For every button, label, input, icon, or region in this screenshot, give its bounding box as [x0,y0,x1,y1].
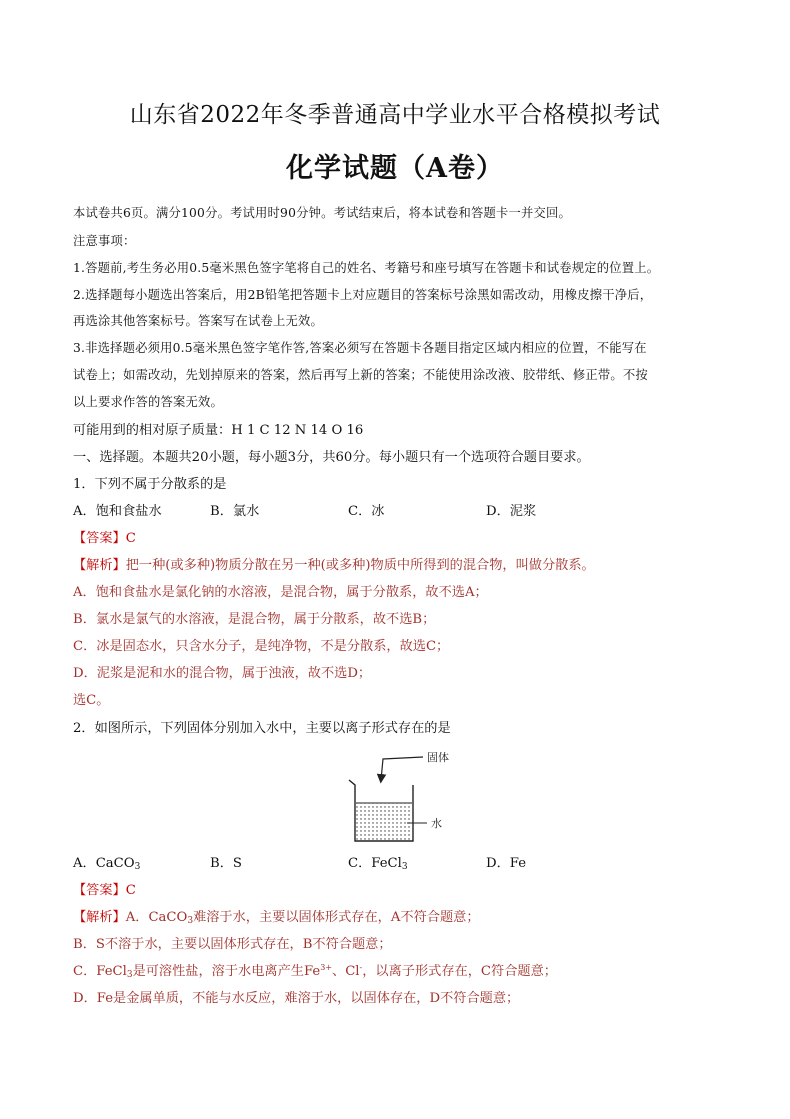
question-2-analysis-a: 【解析】A．CaCO$_3$难溶于水，主要以固体形式存在，A不符合题意； [73,910,480,926]
exam-subtitle: 化学试题（A卷） [286,153,504,184]
notice-item-3-line-3: 以上要求作答的答案无效。 [73,395,223,409]
analysis-label: 【解析】 [73,910,126,925]
water-fill [356,803,412,840]
question-1-analysis-a: A．饱和食盐水是氯化钠的水溶液，是混合物，属于分散系，故不选A； [73,585,488,600]
atomic-masses: 可能用到的相对原子质量：H 1 C 12 N 14 O 16 [73,423,364,438]
beaker-figure [335,745,475,859]
question-1-answer [73,527,136,546]
analysis-label: 【解析】 [73,558,126,573]
question-1-stem: 1．下列不属于分散系的是 [73,477,227,492]
question-1-option-a: A．饱和食盐水 [73,504,162,519]
question-1-analysis [73,554,595,573]
answer-value: C [125,531,136,546]
answer-label: 【答案】 [73,531,126,546]
exam-title: 山东省2022年冬季普通高中学业水平合格模拟考试 [129,102,661,128]
notice-item-1: 1.答题前,考生务必用0.5毫米黑色签字笔将自己的姓名、考籍号和座号填写在答题卡和试卷规定的位置上。 [73,261,660,275]
question-1-option-c: C．冰 [348,504,385,519]
question-2-analysis-c: C．FeCl$_3$是可溶性盐，溶于水电离产生$Fe^{3+}$、Cl-，以离子形式存在，C符合题意； [73,963,557,980]
question-1-option-b: B．氯水 [210,504,260,519]
section-heading: 一、选择题。本题共20小题，每小题3分，共60分。每小题只有一个选项符合题目要求。 [73,450,590,465]
notice-item-2-line-2: 再选涂其他答案标号。答案写在试卷上无效。 [73,314,323,328]
question-1-analysis-c: C．冰是固态水，只含水分子，是纯净物，不是分散系，故选C； [73,639,450,654]
notice-item-3-line-1: 3.非选择题必须用0.5毫米黑色签字笔作答,答案必须写在答题卡各题目指定区域内相应的位置，不能写在 [73,341,647,355]
water-label: 水 [431,817,442,830]
question-2-option-c: C．FeCl$_3$ [348,856,408,872]
answer-value: C [125,883,136,898]
question-2-option-a: A．CaCO$_3$ [73,856,141,872]
arrow [381,757,423,780]
notice-item-3-line-2: 试卷上；如需改动，先划掉原来的答案，然后再写上新的答案；不能使用涂改液、胶带纸、修正带。不按 [73,368,648,382]
notice-heading: 注意事项： [73,234,136,248]
solid-label: 固体 [427,751,449,764]
answer-label: 【答案】 [73,883,126,898]
analysis-text: 把一种(或多种)物质分散在另一种(或多种)物质中所得到的混合物，叫做分散系。 [125,558,595,573]
question-2-answer [73,879,136,898]
question-1-analysis-d: D．泥浆是泥和水的混合物，属于浊液，故不选D； [73,666,372,681]
question-2-analysis-d: D．Fe是金属单质，不能与水反应，难溶于水，以固体存在，D不符合题意； [73,991,520,1006]
question-2-analysis-b: B．S不溶于水，主要以固体形式存在，B不符合题意； [73,937,392,952]
question-1-analysis-b: B．氯水是氯气的水溶液，是混合物，属于分散系，故不选B； [73,612,436,627]
question-2-stem: 2．如图所示，下列固体分别加入水中，主要以离子形式存在的是 [73,721,451,736]
notice-item-2-line-1: 2.选择题每小题选出答案后，用2B铅笔把答题卡上对应题目的答案标号涂黑如需改动，用橡皮擦干净后， [73,288,653,302]
question-2-option-d: D．Fe [486,856,526,871]
beaker-diagram [335,745,475,855]
intro-text: 本试卷共6页。满分100分。考试用时90分钟。考试结束后，将本试卷和答题卡一并交回。 [73,206,572,220]
question-1-option-d: D．泥浆 [486,504,537,519]
question-2-option-b: B．S [210,856,242,871]
question-1-conclusion: 选C。 [73,693,110,708]
